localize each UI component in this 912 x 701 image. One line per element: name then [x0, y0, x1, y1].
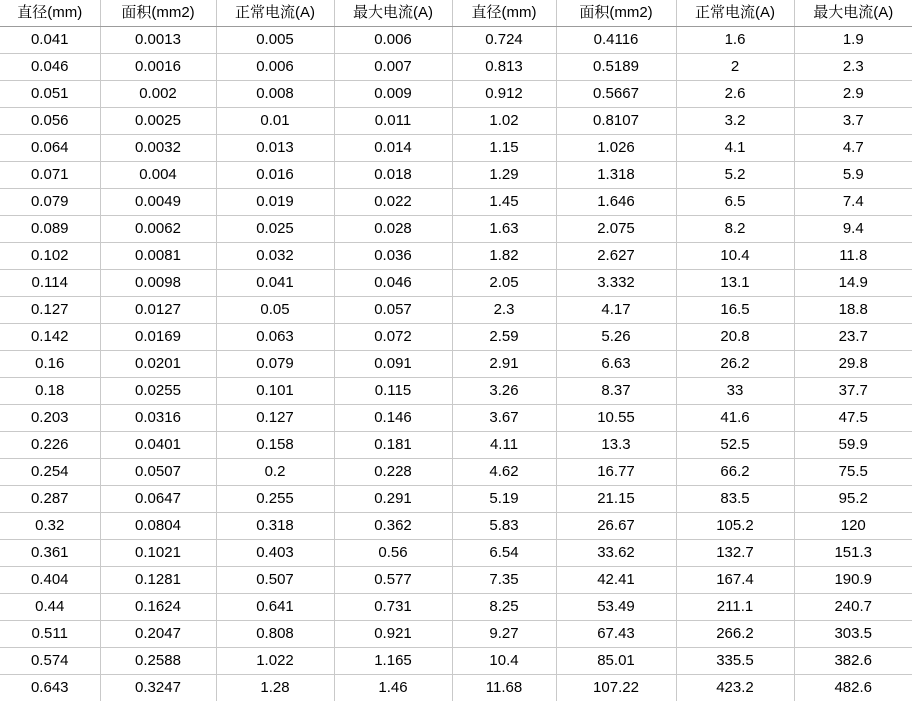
table-cell: 0.019	[216, 189, 334, 216]
table-cell: 0.016	[216, 162, 334, 189]
table-cell: 303.5	[794, 621, 912, 648]
table-cell: 16.5	[676, 297, 794, 324]
table-cell: 5.83	[452, 513, 556, 540]
column-header: 正常电流(A)	[676, 0, 794, 27]
table-cell: 0.072	[334, 324, 452, 351]
table-row	[0, 432, 912, 459]
table-cell: 190.9	[794, 567, 912, 594]
table-cell: 0.0401	[100, 432, 216, 459]
table-cell: 0.577	[334, 567, 452, 594]
table-cell: 33.62	[556, 540, 676, 567]
table-cell: 37.7	[794, 378, 912, 405]
table-cell: 0.032	[216, 243, 334, 270]
table-cell: 3.26	[452, 378, 556, 405]
table-cell: 0.808	[216, 621, 334, 648]
table-cell: 2.6	[676, 81, 794, 108]
table-cell: 0.041	[216, 270, 334, 297]
table-cell: 85.01	[556, 648, 676, 675]
table-cell: 0.071	[0, 162, 100, 189]
table-cell: 1.165	[334, 648, 452, 675]
table-cell: 1.022	[216, 648, 334, 675]
table-cell: 0.0507	[100, 459, 216, 486]
table-cell: 0.181	[334, 432, 452, 459]
table-cell: 0.0804	[100, 513, 216, 540]
table-cell: 167.4	[676, 567, 794, 594]
table-cell: 2.05	[452, 270, 556, 297]
table-cell: 8.37	[556, 378, 676, 405]
table-cell: 20.8	[676, 324, 794, 351]
table-cell: 0.731	[334, 594, 452, 621]
table-row	[0, 189, 912, 216]
table-cell: 0.912	[452, 81, 556, 108]
table-cell: 9.27	[452, 621, 556, 648]
table-cell: 47.5	[794, 405, 912, 432]
table-cell: 0.0255	[100, 378, 216, 405]
table-cell: 0.079	[0, 189, 100, 216]
table-cell: 0.158	[216, 432, 334, 459]
table-cell: 2.3	[794, 54, 912, 81]
table-cell: 42.41	[556, 567, 676, 594]
table-cell: 16.77	[556, 459, 676, 486]
table-cell: 1.318	[556, 162, 676, 189]
table-cell: 0.0025	[100, 108, 216, 135]
table-cell: 0.005	[216, 27, 334, 54]
table-cell: 0.01	[216, 108, 334, 135]
table-cell: 0.226	[0, 432, 100, 459]
table-cell: 2.627	[556, 243, 676, 270]
table-cell: 0.203	[0, 405, 100, 432]
table-cell: 10.4	[676, 243, 794, 270]
column-header: 最大电流(A)	[794, 0, 912, 27]
table-cell: 0.127	[216, 405, 334, 432]
table-body	[0, 27, 912, 701]
table-cell: 0.079	[216, 351, 334, 378]
table-cell: 53.49	[556, 594, 676, 621]
table-cell: 0.006	[216, 54, 334, 81]
column-header: 直径(mm)	[452, 0, 556, 27]
table-cell: 0.101	[216, 378, 334, 405]
table-cell: 0.643	[0, 675, 100, 701]
table-cell: 0.362	[334, 513, 452, 540]
table-cell: 0.025	[216, 216, 334, 243]
table-cell: 0.404	[0, 567, 100, 594]
table-cell: 0.813	[452, 54, 556, 81]
table-cell: 0.056	[0, 108, 100, 135]
table-cell: 0.014	[334, 135, 452, 162]
table-cell: 132.7	[676, 540, 794, 567]
table-cell: 0.8107	[556, 108, 676, 135]
table-row	[0, 594, 912, 621]
table-cell: 0.057	[334, 297, 452, 324]
table-cell: 5.9	[794, 162, 912, 189]
table-row	[0, 297, 912, 324]
table-cell: 26.67	[556, 513, 676, 540]
table-cell: 0.0316	[100, 405, 216, 432]
table-row	[0, 675, 912, 701]
table-cell: 0.028	[334, 216, 452, 243]
table-cell: 0.05	[216, 297, 334, 324]
table-cell: 105.2	[676, 513, 794, 540]
table-row	[0, 216, 912, 243]
table-cell: 120	[794, 513, 912, 540]
table-cell: 83.5	[676, 486, 794, 513]
table-cell: 0.018	[334, 162, 452, 189]
table-row	[0, 162, 912, 189]
table-cell: 67.43	[556, 621, 676, 648]
table-cell: 5.26	[556, 324, 676, 351]
table-cell: 1.6	[676, 27, 794, 54]
table-cell: 0.046	[334, 270, 452, 297]
table-cell: 11.8	[794, 243, 912, 270]
table-cell: 10.55	[556, 405, 676, 432]
table-cell: 1.026	[556, 135, 676, 162]
table-cell: 423.2	[676, 675, 794, 701]
table-cell: 0.091	[334, 351, 452, 378]
table-cell: 335.5	[676, 648, 794, 675]
table-cell: 1.28	[216, 675, 334, 701]
table-cell: 14.9	[794, 270, 912, 297]
table-cell: 33	[676, 378, 794, 405]
table-cell: 41.6	[676, 405, 794, 432]
table-row	[0, 27, 912, 54]
table-cell: 59.9	[794, 432, 912, 459]
table-cell: 0.2047	[100, 621, 216, 648]
table-row	[0, 513, 912, 540]
table-cell: 2.91	[452, 351, 556, 378]
table-cell: 240.7	[794, 594, 912, 621]
table-cell: 0.255	[216, 486, 334, 513]
table-cell: 0.0016	[100, 54, 216, 81]
table-cell: 2.075	[556, 216, 676, 243]
table-cell: 0.254	[0, 459, 100, 486]
table-cell: 0.089	[0, 216, 100, 243]
table-cell: 0.574	[0, 648, 100, 675]
table-cell: 0.287	[0, 486, 100, 513]
table-row	[0, 81, 912, 108]
column-header: 面积(mm2)	[556, 0, 676, 27]
table-cell: 0.1624	[100, 594, 216, 621]
table-cell: 1.45	[452, 189, 556, 216]
table-cell: 0.291	[334, 486, 452, 513]
table-cell: 1.646	[556, 189, 676, 216]
table-cell: 0.921	[334, 621, 452, 648]
table-cell: 0.0081	[100, 243, 216, 270]
table-row	[0, 405, 912, 432]
table-cell: 26.2	[676, 351, 794, 378]
table-cell: 13.1	[676, 270, 794, 297]
table-row	[0, 378, 912, 405]
table-cell: 11.68	[452, 675, 556, 701]
table-row	[0, 135, 912, 162]
table-cell: 8.2	[676, 216, 794, 243]
table-cell: 4.1	[676, 135, 794, 162]
table-cell: 1.82	[452, 243, 556, 270]
column-header: 直径(mm)	[0, 0, 100, 27]
table-cell: 0.511	[0, 621, 100, 648]
column-header: 最大电流(A)	[334, 0, 452, 27]
table-cell: 0.507	[216, 567, 334, 594]
table-cell: 0.724	[452, 27, 556, 54]
table-row	[0, 351, 912, 378]
table-cell: 0.18	[0, 378, 100, 405]
table-row	[0, 459, 912, 486]
table-cell: 0.102	[0, 243, 100, 270]
table-cell: 3.332	[556, 270, 676, 297]
table-cell: 6.5	[676, 189, 794, 216]
table-cell: 6.54	[452, 540, 556, 567]
table-cell: 10.4	[452, 648, 556, 675]
table-cell: 0.036	[334, 243, 452, 270]
table-cell: 0.064	[0, 135, 100, 162]
table-cell: 1.63	[452, 216, 556, 243]
table-cell: 66.2	[676, 459, 794, 486]
table-cell: 21.15	[556, 486, 676, 513]
table-cell: 0.127	[0, 297, 100, 324]
table-cell: 0.006	[334, 27, 452, 54]
table-cell: 0.114	[0, 270, 100, 297]
table-cell: 1.46	[334, 675, 452, 701]
table-cell: 0.403	[216, 540, 334, 567]
table-cell: 0.318	[216, 513, 334, 540]
table-cell: 0.4116	[556, 27, 676, 54]
table-cell: 0.16	[0, 351, 100, 378]
table-cell: 0.0013	[100, 27, 216, 54]
table-cell: 3.2	[676, 108, 794, 135]
table-cell: 0.1021	[100, 540, 216, 567]
table-cell: 0.142	[0, 324, 100, 351]
column-header: 正常电流(A)	[216, 0, 334, 27]
table-cell: 8.25	[452, 594, 556, 621]
table-cell: 2	[676, 54, 794, 81]
table-cell: 0.046	[0, 54, 100, 81]
table-row	[0, 621, 912, 648]
table-cell: 2.9	[794, 81, 912, 108]
table-cell: 0.0201	[100, 351, 216, 378]
table-cell: 0.051	[0, 81, 100, 108]
table-cell: 0.56	[334, 540, 452, 567]
table-cell: 211.1	[676, 594, 794, 621]
table-cell: 6.63	[556, 351, 676, 378]
table-cell: 0.3247	[100, 675, 216, 701]
table-cell: 1.9	[794, 27, 912, 54]
table-cell: 0.022	[334, 189, 452, 216]
table-cell: 0.0098	[100, 270, 216, 297]
table-cell: 151.3	[794, 540, 912, 567]
table-cell: 0.007	[334, 54, 452, 81]
table-cell: 0.011	[334, 108, 452, 135]
table-row	[0, 270, 912, 297]
table-cell: 0.008	[216, 81, 334, 108]
table-cell: 2.3	[452, 297, 556, 324]
table-row	[0, 567, 912, 594]
table-cell: 0.2588	[100, 648, 216, 675]
table-row	[0, 54, 912, 81]
table-cell: 0.0169	[100, 324, 216, 351]
table-cell: 0.041	[0, 27, 100, 54]
table-cell: 0.5189	[556, 54, 676, 81]
table-cell: 0.0062	[100, 216, 216, 243]
table-row	[0, 648, 912, 675]
table-cell: 0.228	[334, 459, 452, 486]
table-cell: 482.6	[794, 675, 912, 701]
table-cell: 0.013	[216, 135, 334, 162]
table-cell: 23.7	[794, 324, 912, 351]
table-cell: 107.22	[556, 675, 676, 701]
table-cell: 0.0127	[100, 297, 216, 324]
table-cell: 18.8	[794, 297, 912, 324]
table-cell: 0.009	[334, 81, 452, 108]
table-cell: 4.7	[794, 135, 912, 162]
table-row	[0, 324, 912, 351]
table-cell: 52.5	[676, 432, 794, 459]
table-row	[0, 243, 912, 270]
table-cell: 13.3	[556, 432, 676, 459]
table-row	[0, 108, 912, 135]
table-cell: 0.2	[216, 459, 334, 486]
table-cell: 29.8	[794, 351, 912, 378]
table-cell: 4.62	[452, 459, 556, 486]
table-cell: 0.32	[0, 513, 100, 540]
table-cell: 0.002	[100, 81, 216, 108]
table-cell: 95.2	[794, 486, 912, 513]
table-cell: 266.2	[676, 621, 794, 648]
table-cell: 0.5667	[556, 81, 676, 108]
table-cell: 0.0049	[100, 189, 216, 216]
table-cell: 0.361	[0, 540, 100, 567]
table-cell: 7.4	[794, 189, 912, 216]
table-cell: 3.67	[452, 405, 556, 432]
table-cell: 7.35	[452, 567, 556, 594]
table-cell: 3.7	[794, 108, 912, 135]
table-header	[0, 0, 912, 27]
table-cell: 0.004	[100, 162, 216, 189]
table-cell: 0.44	[0, 594, 100, 621]
table-cell: 5.2	[676, 162, 794, 189]
table-cell: 2.59	[452, 324, 556, 351]
table-cell: 0.115	[334, 378, 452, 405]
column-header: 面积(mm2)	[100, 0, 216, 27]
table-header-row	[0, 0, 912, 27]
table-cell: 0.0647	[100, 486, 216, 513]
table-cell: 5.19	[452, 486, 556, 513]
table-cell: 0.0032	[100, 135, 216, 162]
table-cell: 0.063	[216, 324, 334, 351]
table-cell: 0.1281	[100, 567, 216, 594]
table-cell: 0.641	[216, 594, 334, 621]
table-cell: 9.4	[794, 216, 912, 243]
table-row	[0, 540, 912, 567]
table-cell: 1.15	[452, 135, 556, 162]
table-cell: 4.11	[452, 432, 556, 459]
table-cell: 4.17	[556, 297, 676, 324]
table-cell: 1.29	[452, 162, 556, 189]
table-cell: 382.6	[794, 648, 912, 675]
table-row	[0, 486, 912, 513]
table-cell: 0.146	[334, 405, 452, 432]
table-cell: 1.02	[452, 108, 556, 135]
table-cell: 75.5	[794, 459, 912, 486]
